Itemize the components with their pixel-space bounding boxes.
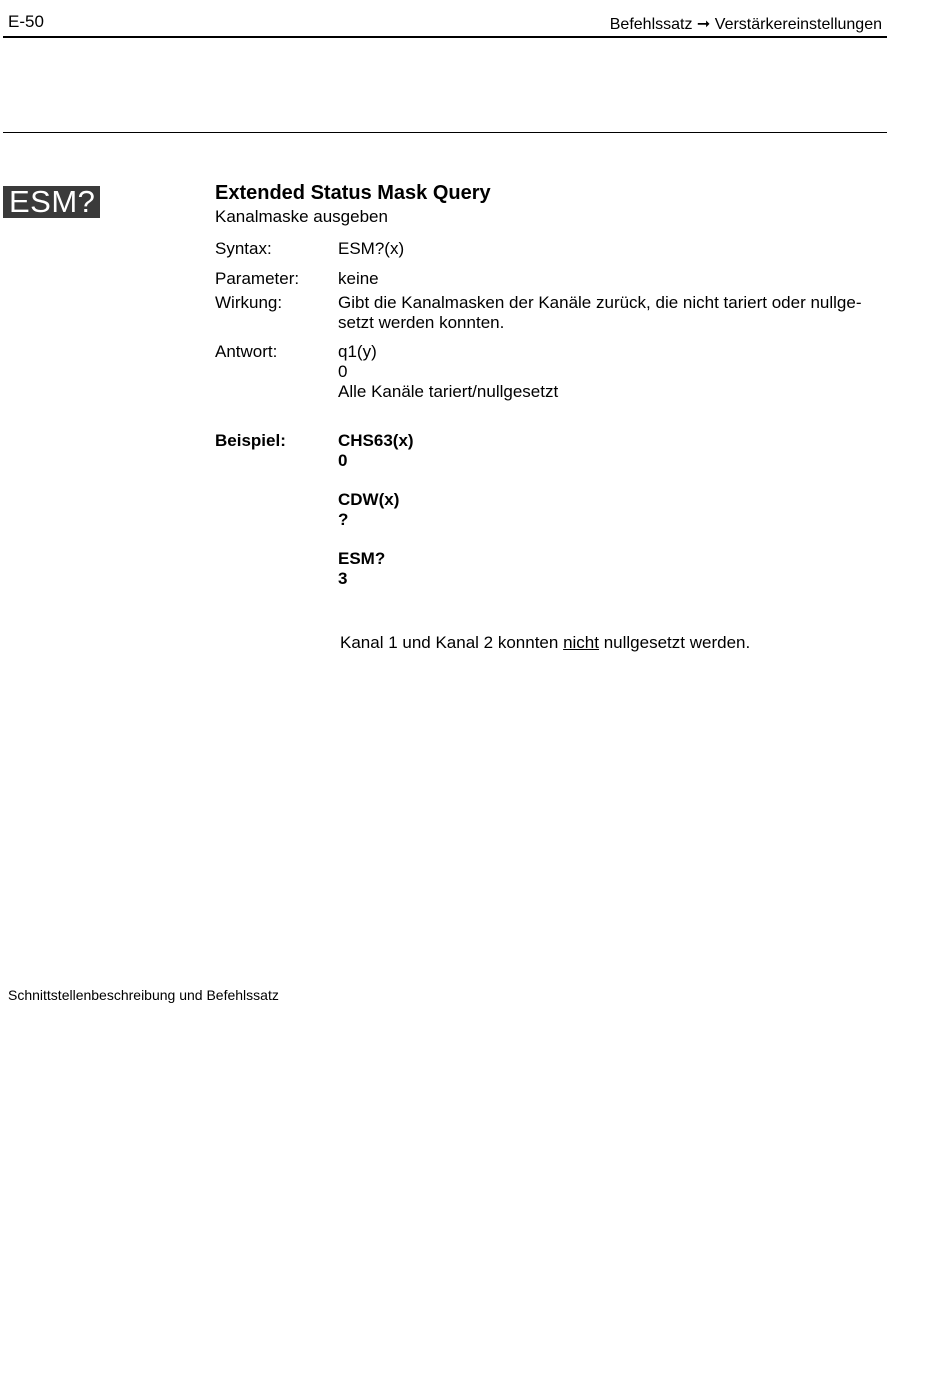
antwort-line: q1(y): [338, 342, 377, 361]
note-text-after: nullgesetzt werden.: [599, 633, 751, 652]
footer-text: Schnittstellenbeschreibung und Befehlssatz: [8, 987, 279, 1003]
parameter-value: keine: [338, 269, 379, 288]
section-divider: [3, 132, 887, 133]
example-label: Beispiel:: [215, 431, 286, 450]
note-text-underlined: nicht: [563, 633, 599, 652]
syntax-value: ESM?(x): [338, 239, 405, 258]
example-command: CHS63(x): [338, 431, 414, 450]
antwort-label: Antwort:: [215, 342, 278, 361]
header-section-right: Verstärkereinstellungen: [714, 16, 882, 33]
page-number: E-50: [8, 12, 44, 31]
syntax-label: Syntax:: [215, 239, 272, 258]
antwort-value: [338, 342, 878, 402]
header-section-left: Befehlssatz: [609, 16, 693, 33]
wirkung-line: setzt werden konnten.: [338, 313, 505, 332]
header-section-title: [610, 14, 882, 34]
command-title: Extended Status Mask Query: [215, 182, 491, 204]
parameter-label: Parameter:: [215, 269, 300, 288]
command-badge: ESM?: [3, 186, 100, 218]
example-response: ?: [338, 510, 349, 529]
antwort-line: Alle Kanäle tariert/nullgesetzt: [338, 382, 559, 401]
wirkung-label: Wirkung:: [215, 293, 283, 312]
arrow-right-icon: ➞: [696, 16, 711, 33]
wirkung-line: Gibt die Kanalmasken der Kanäle zurück, die nicht tariert oder nullge-: [338, 293, 862, 312]
wirkung-value: [338, 293, 878, 333]
example-response: 0: [338, 451, 348, 470]
example-command: ESM?: [338, 549, 386, 568]
command-subtitle: Kanalmaske ausgeben: [215, 207, 388, 226]
example-response: 3: [338, 569, 348, 588]
example-command: CDW(x): [338, 490, 400, 509]
note-text-before: Kanal 1 und Kanal 2 konnten: [340, 633, 564, 652]
antwort-line: 0: [338, 362, 348, 381]
header-divider: [3, 36, 887, 38]
example-note: [340, 633, 750, 653]
